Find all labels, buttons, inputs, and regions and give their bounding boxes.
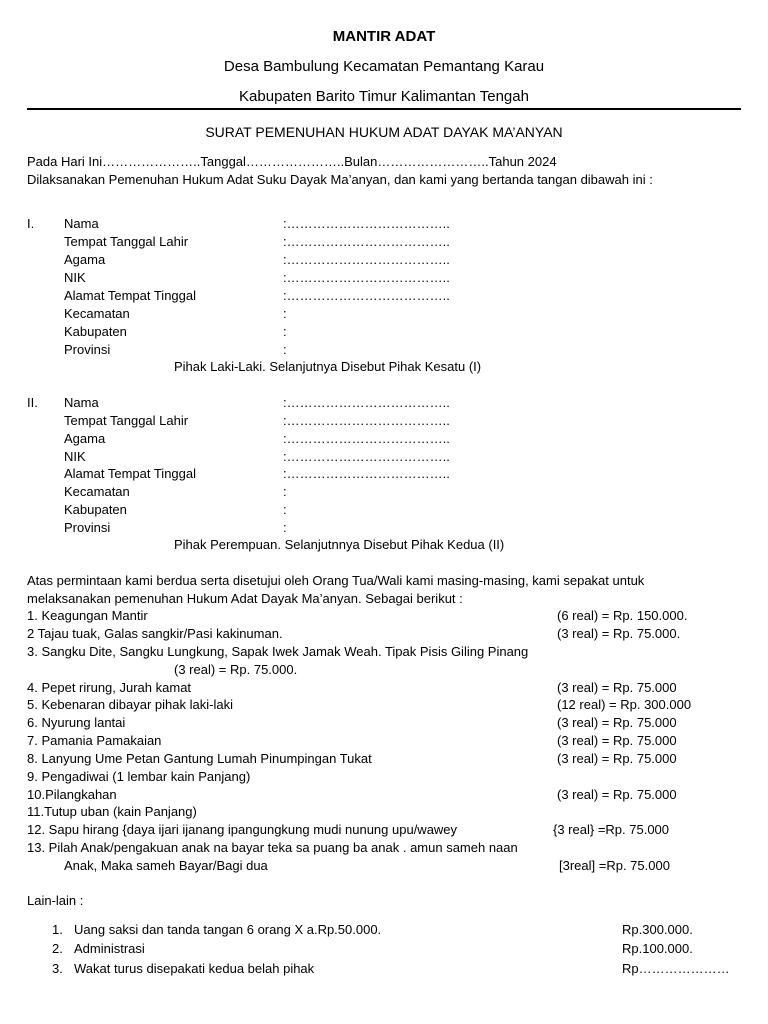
org-title: MANTIR ADAT [332,28,436,45]
field-label: Alamat Tempat Tinggal [64,288,196,303]
document-title: SURAT PEMENUHAN HUKUM ADAT DAYAK MA’ANYAN [205,124,563,140]
item-amount: (3 real) = Rp. 75.000 [557,787,677,802]
field-label: Nama [64,216,99,231]
item-amount: {3 real} =Rp. 75.000 [553,822,670,837]
field-label: NIK [64,270,86,285]
field-label: Nama [64,395,99,410]
field-label: Kecamatan [64,306,130,321]
field-label: NIK [64,449,86,464]
date-line: Pada Hari Ini…………………..Tanggal…………………..Bulan……………………..Tahun 2024 [27,154,557,169]
item-amount: (3 real) = Rp. 75.000. [557,626,681,641]
field-value: : [283,520,287,535]
other-item-number: 3. [52,961,63,976]
field-label: Agama [64,252,106,267]
field-value: : [283,306,287,321]
list-item: 12. Sapu hirang {daya ijari ijanang ipangungkung mudi nunung upu/wawey [27,822,458,837]
field-value: :……………………………….. [283,234,450,249]
item-amount: [3real] =Rp. 75.000 [559,858,670,873]
list-item: 10.Pilangkahan [27,787,117,802]
list-item: 9. Pengadiwai (1 lembar kain Panjang) [27,769,251,784]
list-item-continuation: (3 real) = Rp. 75.000. [174,662,298,677]
list-item: 6. Nyurung lantai [27,715,126,730]
other-item-amount: Rp………………… [622,961,730,976]
field-value: :……………………………….. [283,288,450,303]
party2-designation: Pihak Perempuan. Selanjutnnya Disebut Pihak Kedua (II) [174,537,505,552]
list-item: 11.Tutup uban (kain Panjang) [27,804,197,819]
party1-numeral: I. [27,216,35,231]
field-label: Tempat Tanggal Lahir [64,234,189,249]
list-item: 5. Kebenaran dibayar pihak laki-laki [27,697,233,712]
field-label: Provinsi [64,342,111,357]
field-value: :……………………………….. [283,413,450,428]
field-label: Provinsi [64,520,111,535]
list-item: 3. Sangku Dite, Sangku Lungkung, Sapak Iwek Jamak Weah. Tipak Pisis Giling Pinang [27,644,529,659]
field-label: Tempat Tanggal Lahir [64,413,189,428]
field-value: : [283,324,287,339]
field-value: : [283,484,287,499]
list-item-continuation: Anak, Maka sameh Bayar/Bagi dua [64,858,268,873]
list-item: 13. Pilah Anak/pengakuan anak na bayar teka sa puang ba anak . amun sameh naan [27,840,518,855]
list-item: 7. Pamania Pamakaian [27,733,162,748]
party2-numeral: II. [27,395,38,410]
other-item-number: 1. [52,922,63,937]
list-item: 1. Keagungan Mantir [27,608,148,623]
list-item: 2 Tajau tuak, Galas sangkir/Pasi kakinuman. [27,626,283,641]
other-item-number: 2. [52,941,63,956]
item-amount: (3 real) = Rp. 75.000 [557,715,677,730]
other-item: Wakat turus disepakati kedua belah pihak [74,961,315,976]
field-value: :……………………………….. [283,431,450,446]
field-label: Kecamatan [64,484,130,499]
field-value: : [283,342,287,357]
item-amount: (3 real) = Rp. 75.000 [557,680,677,695]
field-value: :……………………………….. [283,252,450,267]
field-label: Agama [64,431,106,446]
field-value: :……………………………….. [283,270,450,285]
other-item-amount: Rp.100.000. [622,941,693,956]
item-amount: (6 real) = Rp. 150.000. [557,608,688,623]
list-item: 4. Pepet rirung, Jurah kamat [27,680,192,695]
field-label: Alamat Tempat Tinggal [64,466,196,481]
other-item-amount: Rp.300.000. [622,922,693,937]
party1-designation: Pihak Laki-Laki. Selanjutnya Disebut Pihak Kesatu (I) [174,359,482,374]
field-value: : [283,502,287,517]
field-value: :……………………………….. [283,216,450,231]
village-line: Desa Bambulung Kecamatan Pemantang Karau [223,58,545,75]
item-amount: (3 real) = Rp. 75.000 [557,733,677,748]
field-label: Kabupaten [64,324,127,339]
field-value: :……………………………….. [283,466,450,481]
field-value: :……………………………….. [283,449,450,464]
other-item: Uang saksi dan tanda tangan 6 orang X a.Rp.50.000. [74,922,382,937]
regency-line: Kabupaten Barito Timur Kalimantan Tengah [239,88,529,105]
agreement-paragraph-line1: Atas permintaan kami berdua serta disetujui oleh Orang Tua/Wali kami masing-masing, kami sepakat untuk [27,573,645,588]
field-label: Kabupaten [64,502,127,517]
list-item: 8. Lanyung Ume Petan Gantung Lumah Pinumpingan Tukat [27,751,372,766]
field-value: :……………………………….. [283,395,450,410]
item-amount: (3 real) = Rp. 75.000 [557,751,677,766]
other-item: Administrasi [74,941,145,956]
intro-statement: Dilaksanakan Pemenuhan Hukum Adat Suku Dayak Ma’anyan, dan kami yang bertanda tangan dibawah ini : [27,172,653,187]
agreement-paragraph-line2: melaksanakan pemenuhan Hukum Adat Dayak Ma’anyan. Sebagai berikut : [27,591,463,606]
header-divider [27,108,741,110]
other-heading: Lain-lain : [27,893,84,908]
item-amount: (12 real) = Rp. 300.000 [557,697,692,712]
